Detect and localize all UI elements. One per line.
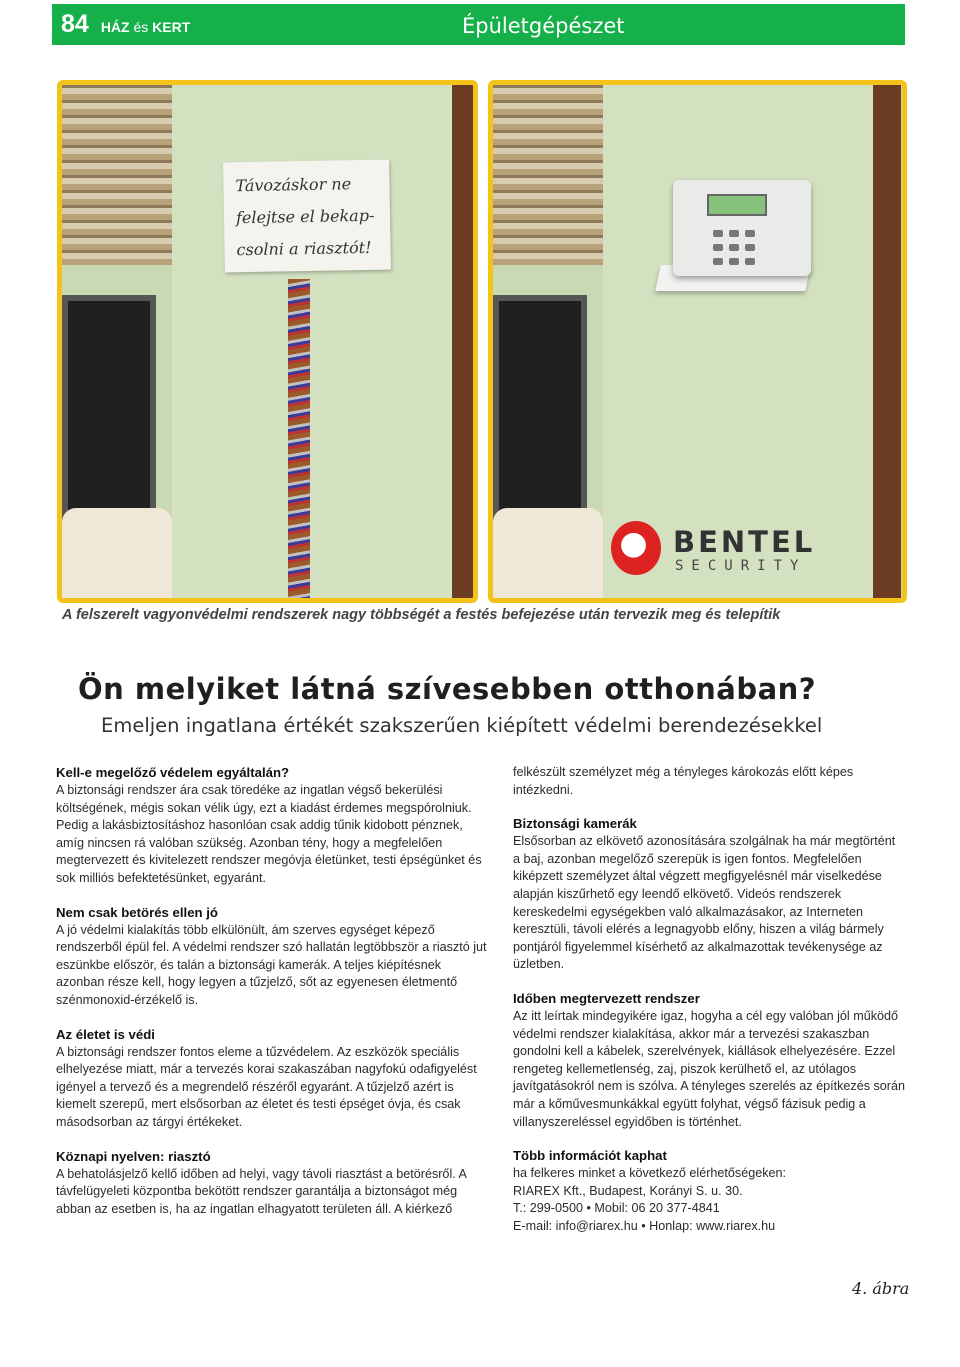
page-header <box>52 4 905 45</box>
sofa <box>493 508 603 598</box>
figure-label: 4. ábra <box>852 1279 910 1298</box>
ad-headline: Ön melyiket látná szívesebben otthonában? <box>78 672 817 706</box>
door-frame <box>873 85 901 598</box>
photo-caption: A felszerelt vagyonvédelmi rendszerek nagy többségét a festés befejezése után tervezik meg és telepítik <box>62 607 781 623</box>
brand-name: BENTEL <box>673 525 816 559</box>
ad-subheadline: Emeljen ingatlana értékét szakszerűen kiépített védelmi berendezésekkel <box>101 714 823 737</box>
left-column <box>56 764 488 1234</box>
tv <box>493 295 587 522</box>
sofa <box>62 508 172 598</box>
keypad-display <box>707 194 767 216</box>
section-heading: Nem csak betörés ellen jó <box>56 904 218 920</box>
section-body: A behatolásjelző kellő időben ad helyi, vagy távoli riasztást a betörésről. A távfelügyeleti központba bekötött rendszer garantálja a biztonságot még abban az esetben is, ha az ingatlan elhagyatott területen áll. A kiérkező <box>56 1166 467 1216</box>
alarm-keypad-icon <box>673 180 811 276</box>
keypad-key <box>713 258 723 265</box>
tv <box>62 295 156 522</box>
keypad-key <box>729 258 739 265</box>
page-number: 84 <box>61 10 89 38</box>
right-column <box>513 764 905 1251</box>
exposed-cable <box>288 279 310 603</box>
magazine-title: HÁZ és KERT <box>100 18 191 35</box>
keypad-key <box>745 244 755 251</box>
section-heading: Kell-e megelőző védelem egyáltalán? <box>56 765 290 780</box>
section-body: A biztonsági rendszer ára csak töredéke az ingatlan végső bekerülési költségének, mégis sokan vélik úgy, ezt a kiadást érdemes megspórolniuk. Pedig a lakásbiztosításhoz hasonlóan csak addig tűnik kidobott pénznek, amíg nincsen rá valóban szükség. Azonban tény, hogy a megfelelően megtervezett és kivitelezett rendszer megóvja életünket, testi épségünket és sok milliós befektetésünket, egyaránt. <box>56 783 482 885</box>
ad-photo-after <box>488 80 907 603</box>
painting <box>493 85 605 265</box>
door-frame <box>452 85 478 598</box>
section-heading: Időben megtervezett rendszer <box>513 990 700 1006</box>
keypad-key <box>745 258 755 265</box>
contact-info: ha felkeres minket a következő elérhetőségeken: RIAREX Kft., Budapest, Korányi S. u. 30. T.: 299-0500 • Mobil: 06 20 377-4841 E-mail: info@riarex.hu • Honlap: www.riarex.hu <box>513 1166 787 1233</box>
section-body: Az itt leírtak mindegyikére igaz, hogyha a cél egy valóban jól működő védelmi rendszer kialakítása, akkor már a tervezési szakaszban gondolni kell a kábelek, szerelvények, kiállások elhelyezésére. Ezzel rengeteg kellemetlenség, zaj, piszok kerülhető el, az utólagos javítgatásokról nem is szólva. A tényleges szerelés az építkezés során már a kőművesmunkákkal együtt folyhat, végső fázisuk pedig a villanyszereléssel egyidőben is történhet. <box>513 1008 906 1129</box>
painting <box>62 85 174 265</box>
section-heading: Az életet is védi <box>56 1026 155 1042</box>
section-title: Épületgépészet <box>462 14 625 38</box>
section-body: felkészült személyzet még a tényleges károkozás előtt képes intézkedni. <box>513 765 854 797</box>
section-heading: Több információt kaphat <box>513 1148 667 1164</box>
reminder-note: Távozáskor ne felejtse el bekap- csolni a riasztót! <box>223 160 391 273</box>
keypad-key <box>729 244 739 251</box>
bentel-logo-icon <box>611 521 661 575</box>
keypad-key <box>713 244 723 251</box>
ad-photo-before <box>57 80 478 603</box>
section-heading: Biztonsági kamerák <box>513 816 637 832</box>
section-body: A jó védelmi kialakítás több elkülönült, ám szerves egységet képező rendszerből épül fel. A védelmi rendszer szó hallatán legtöbbször a riasztó jut eszünkbe először, és talán a biztonsági kamerák. A teljes kiépítésnek azonban része kell, hogy legyen a tűzjelző, sőt az egyenesen életmentő szénmonoxid-érzékelő is. <box>56 922 487 1007</box>
section-body: Elsősorban az elkövető azonosítására szolgálnak ha már megtörtént a baj, azonban megelőző szerepük is igen fontos. Megfelelően kiképzett személyzet által végzett megfigyelésnél már viselkedése alapján kiszűrhető egy leendő elkövető. Videós rendszerek kereskedelmi egységekben való alkalmazásakor, az Interneten keresztüli, távoli elérés a legnagyobb előny, hiszen a világ bármely pontjáról figyelemmel kísérhető az alkalmazottak tevékenysége az üzletben. <box>513 834 896 972</box>
keypad-key <box>745 230 755 237</box>
keypad-key <box>729 230 739 237</box>
keypad-key <box>713 230 723 237</box>
section-heading: Köznapi nyelven: riasztó <box>56 1148 211 1164</box>
brand-subtitle: SECURITY <box>675 558 807 574</box>
section-body: A biztonsági rendszer fontos eleme a tűzvédelem. Az eszközök speciális elhelyezése miatt, már a tervezés korai szakaszában nagyfokú odafigyelést igényel a tervező és a megrendelő részéről egyaránt. A tűzjelző azért is kiemelt szerepű, mert elsősorban az életet és testi épséget óvja, és csak másodsorban az tárgyi értékeket. <box>56 1044 477 1129</box>
wall <box>603 85 873 598</box>
